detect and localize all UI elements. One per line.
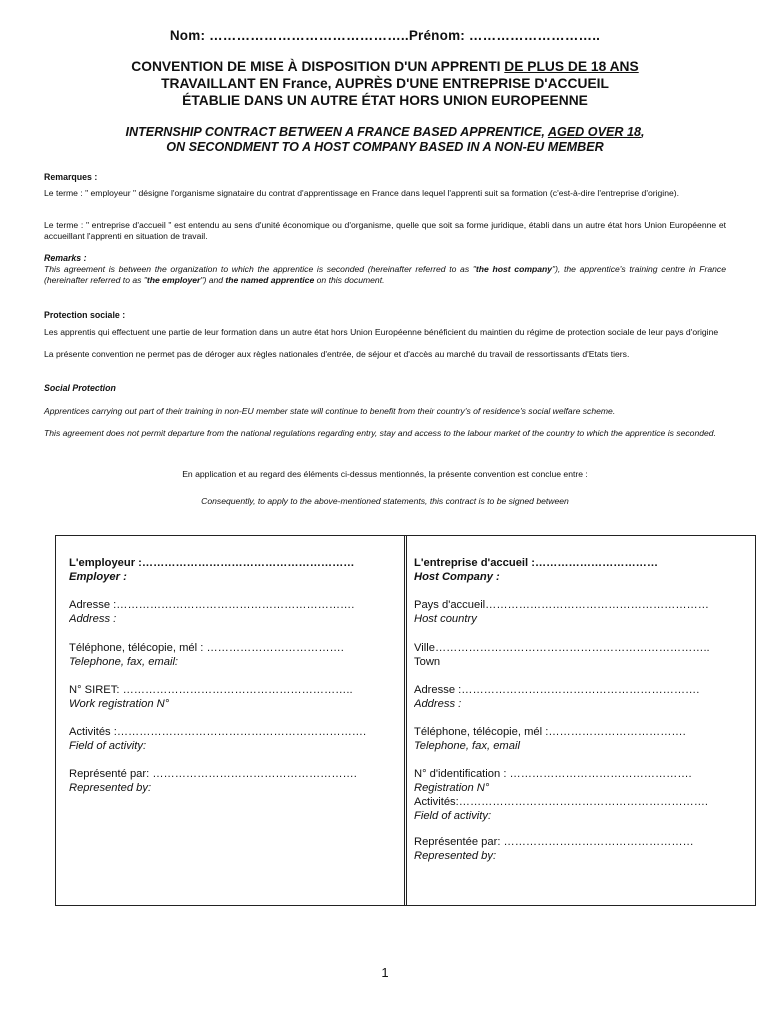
employer-label: L'employeur :………………………………………………… bbox=[69, 557, 355, 569]
host-company-box bbox=[404, 535, 756, 906]
employer-siret-label-en: Work registration N° bbox=[69, 698, 170, 710]
employer-activity-label: Activités :…………………………………………………………. bbox=[69, 726, 367, 738]
subtitle-line1-c: , bbox=[640, 125, 645, 139]
host-registration-label-en: Registration N° bbox=[414, 782, 490, 794]
employer-phone-label-en: Telephone, fax, email: bbox=[69, 656, 179, 668]
host-country-label: Pays d'accueil…………………………………………………… bbox=[414, 599, 709, 611]
host-address-label-en: Address : bbox=[414, 698, 462, 710]
name-line bbox=[0, 28, 770, 43]
conclusion-en: Consequently, to apply to the above-mentioned statements, this contract is to be signed between bbox=[201, 496, 569, 506]
social-p2: This agreement does not permit departure from the national regulations regarding entry, stay and access to the labour market of the country to which the apprentice is seconded. bbox=[44, 428, 716, 438]
employer-phone-field[interactable] bbox=[69, 641, 344, 669]
employer-siret-field[interactable] bbox=[69, 683, 353, 711]
employer-address-label-en: Address : bbox=[69, 613, 117, 625]
title-line1-a: CONVENTION DE MISE À DISPOSITION D'UN APPRENTI bbox=[131, 59, 505, 74]
title-line3: ÉTABLIE DANS UN AUTRE ÉTAT HORS UNION EUROPEENNE bbox=[182, 93, 588, 108]
remarks-heading: Remarks : bbox=[44, 253, 87, 263]
document-title bbox=[60, 58, 710, 109]
host-address-label: Adresse :………………………………………………………. bbox=[414, 684, 700, 696]
prenom-field[interactable]: Prénom: ……………………….. bbox=[408, 28, 601, 43]
social-heading: Social Protection bbox=[44, 383, 116, 393]
host-company-label-en: Host Company : bbox=[414, 571, 500, 583]
remarks-text-c: "), the apprentice's training centre in France (hereinafter referred to as " bbox=[44, 264, 726, 285]
employer-box bbox=[55, 535, 407, 906]
title-line2: TRAVAILLANT EN France, AUPRÈS D'UNE ENTREPRISE D'ACCUEIL bbox=[161, 76, 609, 91]
employer-label-en: Employer : bbox=[69, 571, 127, 583]
remarques-p1: Le terme : " employeur " désigne l'organisme signataire du contrat d'apprentissage en France dans lequel l'apprenti suit sa formation (c'est-à-dire l'entreprise d'origine). bbox=[44, 188, 680, 198]
title-line1-b: DE PLUS DE 18 ANS bbox=[504, 59, 639, 74]
remarks-text-d: the employer bbox=[146, 275, 201, 285]
host-address-field[interactable] bbox=[414, 683, 699, 711]
host-registration-label: N° d'identification : …………………………………………. bbox=[414, 768, 692, 780]
employer-activity-field[interactable] bbox=[69, 725, 366, 753]
remarks-text-f: the named apprentice bbox=[225, 275, 315, 285]
nom-field[interactable]: Nom: …………………………………….. bbox=[169, 28, 409, 43]
employer-siret-label: N° SIRET: …………………………………………………….. bbox=[69, 684, 353, 696]
host-company-label: L'entreprise d'accueil :…………………………… bbox=[414, 557, 659, 569]
host-activity-label: Activités:…………………………………………………………. bbox=[414, 796, 708, 808]
remarques-p2: Le terme : " entreprise d'accueil " est entendu au sens d'unité économique ou d'organisme, quelle que soit sa forme juridique, établi dans un autre état hors Union Européenne et accueillant l'apprenti en situation de travail. bbox=[44, 220, 726, 241]
host-activity-label-en: Field of activity: bbox=[414, 810, 492, 822]
remarques-heading: Remarques : bbox=[44, 172, 98, 182]
host-town-label-en: Town bbox=[414, 656, 441, 668]
remarks-text-g: on this document. bbox=[314, 275, 385, 285]
host-company-field[interactable] bbox=[414, 556, 658, 584]
protection-p1: Les apprentis qui effectuent une partie de leur formation dans un autre état hors Union Européenne bénéficient du maintien du régime de protection sociale de leur pays d'origine bbox=[44, 327, 719, 337]
employer-phone-label: Téléphone, télécopie, mél : ………………………………. bbox=[69, 642, 344, 654]
conclusion-fr: En application et au regard des éléments ci-dessus mentionnés, la présente convention est conclue entre : bbox=[182, 469, 588, 479]
host-town-field[interactable] bbox=[414, 641, 710, 669]
host-registration-field[interactable] bbox=[414, 767, 708, 823]
employer-field[interactable] bbox=[69, 556, 354, 584]
remarks-text-a: This agreement is between the organization to which the apprentice is seconded (hereinafter referred to as " bbox=[44, 264, 476, 274]
protection-p2: La présente convention ne permet pas de déroger aux règles nationales d'entrée, de séjour et d'accès au marché du travail de ressortissants d'Etats tiers. bbox=[44, 349, 630, 359]
host-country-label-en: Host country bbox=[414, 613, 477, 625]
host-country-field[interactable] bbox=[414, 598, 709, 626]
subtitle-line1-a: INTERNSHIP CONTRACT BETWEEN A FRANCE BASED APPRENTICE, bbox=[125, 125, 548, 139]
employer-representative-label-en: Represented by: bbox=[69, 782, 152, 794]
host-phone-label: Téléphone, télécopie, mél :………………………………. bbox=[414, 726, 686, 738]
employer-representative-label: Représenté par: ………………………………………………. bbox=[69, 768, 357, 780]
host-representative-label-en: Represented by: bbox=[414, 850, 497, 862]
host-representative-field[interactable] bbox=[414, 835, 694, 863]
employer-address-label: Adresse :………………………………………………………. bbox=[69, 599, 355, 611]
protection-heading: Protection sociale : bbox=[44, 310, 126, 320]
remarks-text-b: the host company bbox=[475, 264, 553, 274]
host-phone-label-en: Telephone, fax, email bbox=[414, 740, 520, 752]
host-town-label: Ville……………………………………………………………….. bbox=[414, 642, 710, 654]
subtitle-line1-b: AGED OVER 18 bbox=[547, 125, 641, 139]
host-representative-label: Représentée par: …………………………………………… bbox=[414, 836, 694, 848]
remarks-paragraph bbox=[44, 264, 726, 286]
remarks-text-e: ") and bbox=[200, 275, 226, 285]
social-p1: Apprentices carrying out part of their training in non-EU member state will continue to benefit from their country's of residence's social welfare scheme. bbox=[44, 406, 616, 416]
employer-representative-field[interactable] bbox=[69, 767, 357, 795]
employer-activity-label-en: Field of activity: bbox=[69, 740, 147, 752]
subtitle-line2: ON SECONDMENT TO A HOST COMPANY BASED IN A NON-EU MEMBER bbox=[166, 140, 604, 154]
employer-address-field[interactable] bbox=[69, 598, 354, 626]
document-subtitle bbox=[60, 125, 710, 155]
page-number: 1 bbox=[381, 965, 389, 980]
host-phone-field[interactable] bbox=[414, 725, 686, 753]
